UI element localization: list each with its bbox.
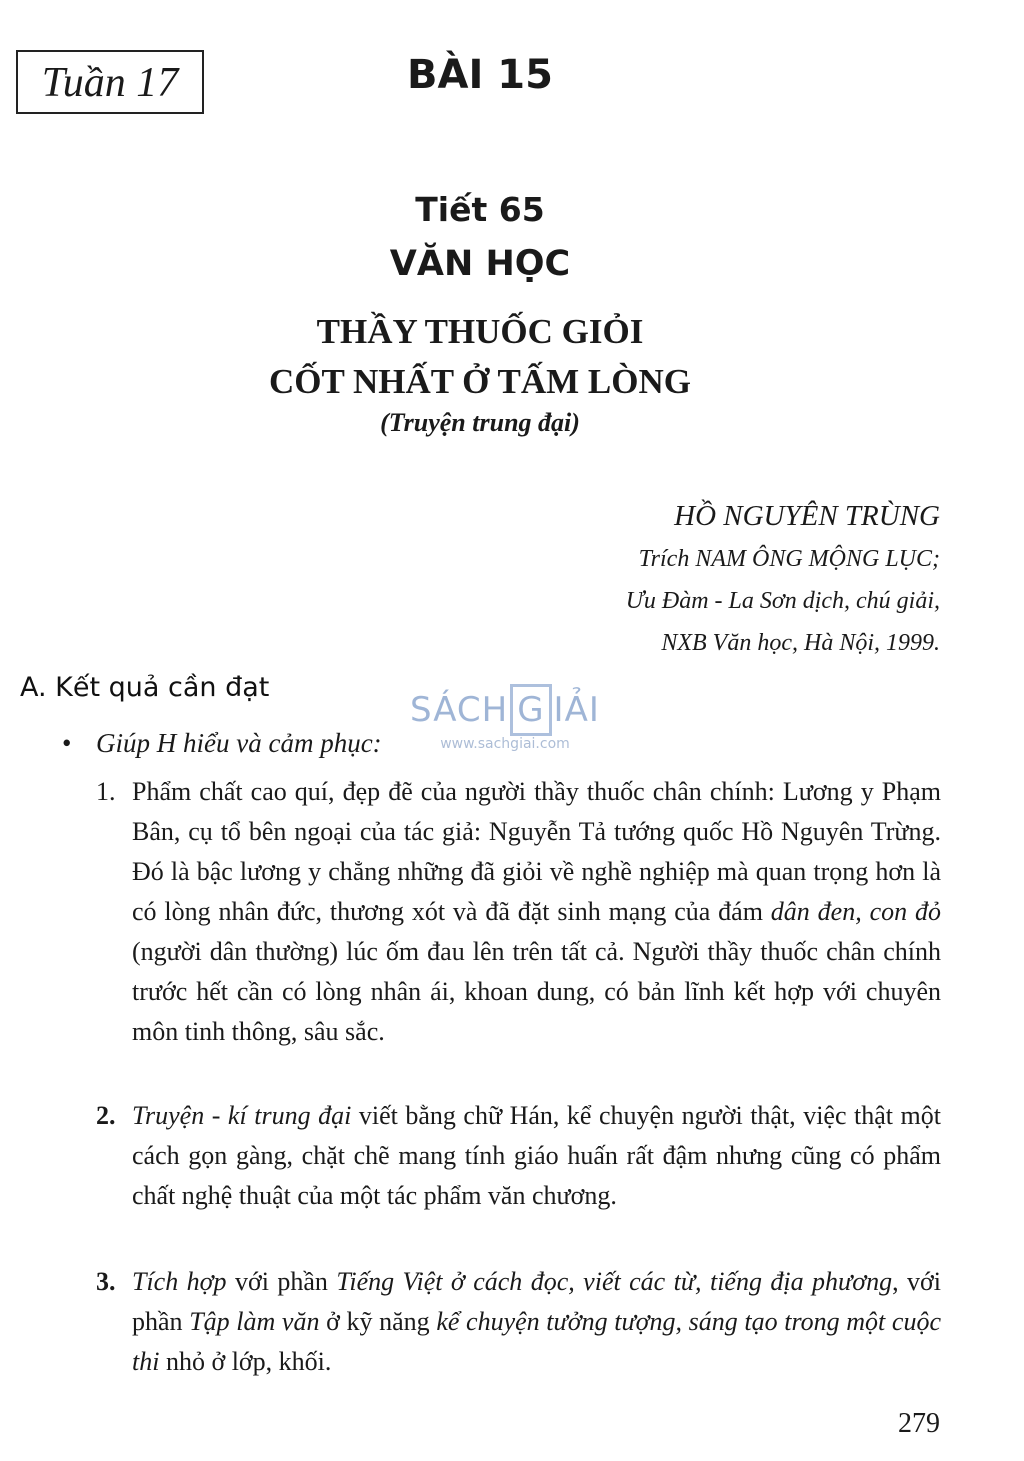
period-label: Tiết 65 <box>415 190 545 229</box>
italic-phrase: Tiếng Việt ở cách đọc, viết các từ, tiếng địa phương <box>336 1267 893 1296</box>
genre-label: (Truyện trung đại) <box>380 408 580 437</box>
italic-phrase: dân đen, con đỏ <box>770 897 941 926</box>
italic-phrase: Tập làm văn <box>189 1307 320 1336</box>
watermark-brand-right: IẢI <box>553 690 600 730</box>
list-item-body <box>132 1096 941 1216</box>
italic-phrase: Tích hợp <box>132 1267 227 1296</box>
watermark-logo-g: G <box>510 684 551 736</box>
watermark-url: www.sachgiai.com <box>440 736 570 752</box>
list-item <box>96 1262 941 1382</box>
author-name: HỒ NGUYÊN TRÙNG <box>674 500 940 532</box>
source-excerpt: Trích NAM ÔNG MỘNG LỤC; <box>638 546 940 572</box>
subject-label: VĂN HỌC <box>389 244 571 284</box>
work-title-line2: CỐT NHẤT Ở TẤM LÒNG <box>268 362 692 401</box>
text-run: Phẩm chất cao quí, đẹp đẽ của người thầy thuốc chân chính: Lương y Phạm Bân, cụ tổ bên ngoại của tác giả: Nguyễn Tả tướng quốc Hồ Nguyên Trừng. Đó là bậc lương y chẳng những đã giỏi về nghề nghiệp mà quan trọng hơn là có lòng nhân đức, thương xót và đã đặt sinh mạng của đám <box>132 777 941 926</box>
list-item-number: 1. <box>96 777 116 806</box>
week-label: Tuần 17 <box>16 50 204 114</box>
bullet-dot-icon: • <box>62 728 72 758</box>
section-heading: A. Kết quả cần đạt <box>20 672 270 703</box>
text-run: , với phần <box>132 1267 941 1336</box>
italic-phrase: Truyện - kí trung đại <box>132 1101 352 1130</box>
lesson-title: BÀI 15 <box>407 52 553 98</box>
watermark-brand-left: SÁCH <box>410 690 509 730</box>
italic-phrase: kể chuyện tưởng tượng, sáng tạo trong một cuộc thi <box>132 1307 942 1376</box>
page-number: 279 <box>898 1408 940 1439</box>
list-item <box>96 1096 941 1216</box>
text-run: viết bằng chữ Hán, kể chuyện người thật, việc thật một cách gọn gàng, chặt chẽ mang tính giáo huấn rất đậm nhưng cũng có phẩm chất nghệ thuật của một tác phẩm văn chương. <box>132 1101 942 1210</box>
source-publisher: NXB Văn học, Hà Nội, 1999. <box>661 630 940 656</box>
bullet-text: Giúp H hiểu và cảm phục: <box>96 728 382 758</box>
text-run: với phần <box>226 1267 337 1296</box>
list-item-body <box>132 1262 941 1382</box>
intro-bullet <box>62 728 382 759</box>
text-run: nhỏ ở lớp, khối. <box>159 1347 332 1376</box>
source-translators: Ưu Đàm - La Sơn dịch, chú giải, <box>625 588 940 614</box>
work-title-line1: THẦY THUỐC GIỎI <box>316 312 644 351</box>
list-item-body <box>132 772 941 1052</box>
text-run: (người dân thường) lúc ốm đau lên trên tất cả. Người thầy thuốc chân chính trước hết cần có lòng nhân ái, khoan dung, có bản lĩnh kết hợp với chuyên môn tinh thông, sâu sắc. <box>132 937 941 1046</box>
watermark <box>410 684 620 752</box>
list-item <box>96 772 941 1052</box>
text-run: ở kỹ năng <box>319 1307 437 1336</box>
list-item-number: 2. <box>96 1101 116 1130</box>
list-item-number: 3. <box>96 1267 116 1296</box>
